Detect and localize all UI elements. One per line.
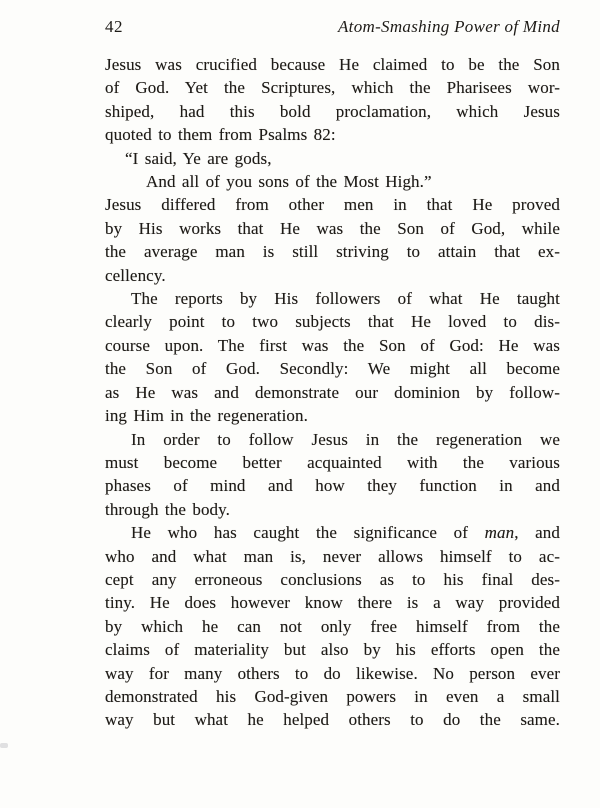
scan-artifact (0, 743, 8, 748)
text-segment: of God. Yet the Scriptures, which the Pharisees wor- (105, 78, 560, 98)
text-segment: as He was and demonstrate our dominion by follow- (105, 382, 560, 402)
text-line (105, 264, 560, 287)
text-segment: clearly point to two subjects that He loved to dis- (105, 312, 560, 332)
text-segment: The reports by His followers of what He taught (131, 289, 560, 309)
text-segment: the Son of God. Secondly: We might all become (105, 359, 560, 379)
text-line (105, 123, 560, 146)
text-segment: He who has caught the significance of (131, 523, 485, 543)
text-segment: by which he can not only free himself from the (105, 616, 560, 636)
text-line (105, 521, 560, 544)
text-segment: And all of you sons of the Most High.” (146, 172, 432, 192)
text-segment: In order to follow Jesus in the regeneration we (131, 429, 560, 449)
text-line (105, 76, 560, 99)
text-line (105, 240, 560, 263)
text-line (105, 428, 560, 451)
italic-text: man (484, 523, 515, 543)
text-segment: shiped, had this bold proclamation, which Jesus (105, 101, 560, 121)
page-content (105, 16, 560, 732)
text-segment: through the body. (105, 499, 230, 519)
text-segment: demonstrated his God-given powers in even a small (105, 686, 560, 706)
text-line (105, 357, 560, 380)
text-line (105, 381, 560, 404)
text-line (105, 591, 560, 614)
text-segment: quoted to them from Psalms 82: (105, 125, 336, 145)
text-line (105, 147, 560, 170)
body-text (105, 53, 560, 732)
page-header (105, 16, 560, 38)
text-segment: cept any erroneous conclusions as to his final des- (105, 569, 560, 589)
page-number: 42 (105, 17, 123, 36)
text-segment: , and (514, 523, 561, 543)
text-segment: way for many others to do likewise. No person ever (105, 663, 560, 683)
text-segment: ing Him in the regeneration. (105, 406, 308, 426)
text-line (105, 568, 560, 591)
text-segment: “I said, Ye are gods, (125, 148, 272, 168)
text-line (105, 170, 560, 193)
text-line (105, 100, 560, 123)
text-line (105, 474, 560, 497)
text-line (105, 217, 560, 240)
text-segment: course upon. The first was the Son of God: He was (105, 335, 560, 355)
text-segment: cellency. (105, 265, 166, 285)
running-title: Atom-Smashing Power of Mind (337, 17, 560, 36)
text-line (105, 53, 560, 76)
text-segment: claims of materiality but also by his efforts open the (105, 640, 560, 660)
text-line (105, 615, 560, 638)
text-line (105, 334, 560, 357)
text-line (105, 404, 560, 427)
text-line (105, 708, 560, 731)
text-segment: who and what man is, never allows himself to ac- (105, 546, 560, 566)
text-line (105, 662, 560, 685)
text-line (105, 685, 560, 708)
text-line (105, 451, 560, 474)
text-line (105, 638, 560, 661)
text-segment: Jesus was crucified because He claimed to be the Son (105, 55, 560, 74)
text-segment: must become better acquainted with the various (105, 452, 560, 472)
text-line (105, 287, 560, 310)
text-line (105, 193, 560, 216)
text-line (105, 310, 560, 333)
text-segment: tiny. He does however know there is a way provided (105, 593, 560, 613)
text-segment: way but what he helped others to do the same. (105, 710, 560, 730)
text-segment: the average man is still striving to attain that ex- (105, 242, 560, 262)
text-line (105, 545, 560, 568)
text-segment: phases of mind and how they function in and (105, 476, 560, 496)
text-segment: Jesus differed from other men in that He proved (105, 195, 560, 215)
text-segment: by His works that He was the Son of God, while (105, 218, 560, 238)
text-line (105, 498, 560, 521)
